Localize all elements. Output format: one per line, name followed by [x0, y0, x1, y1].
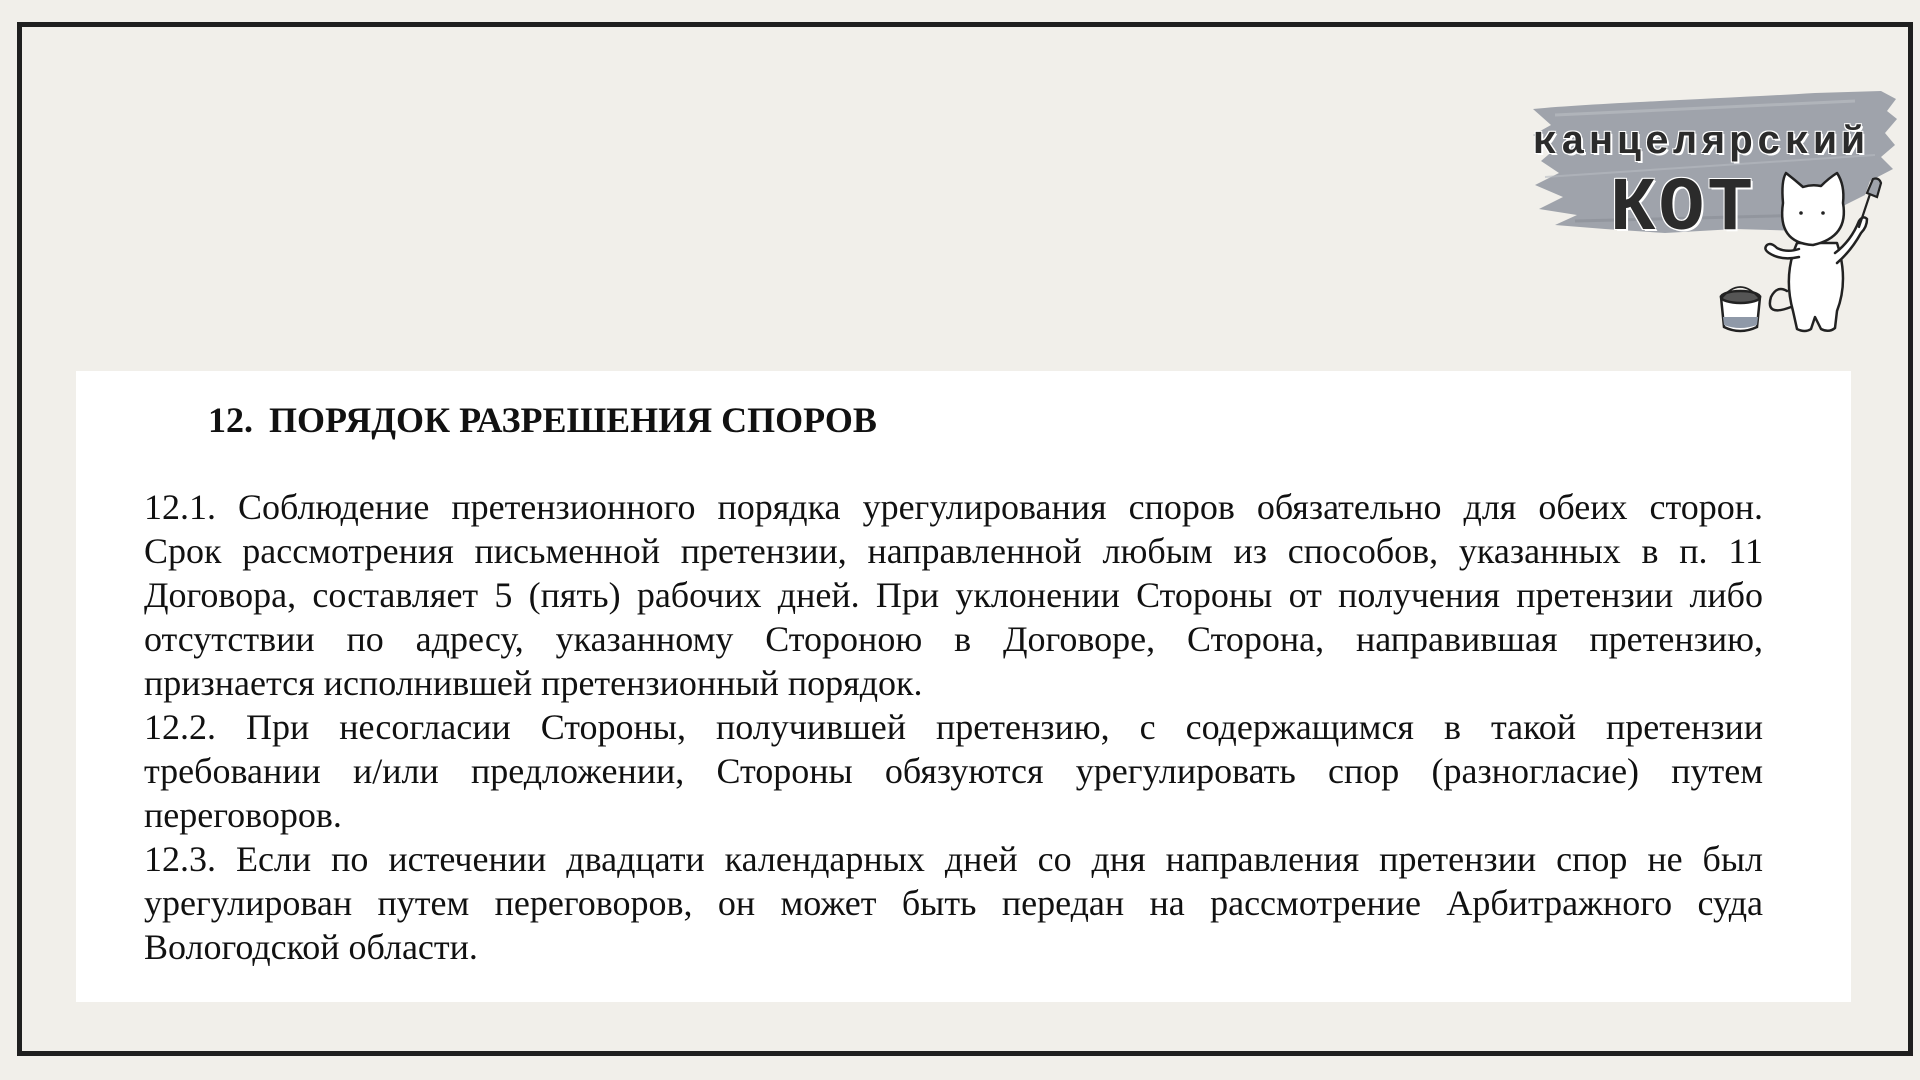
text-line: отсутствии по адресу, указанному Стороною в Договоре, Сторона, направившая претензию, — [144, 619, 1763, 659]
text-line: признается исполнившей претензионный порядок. — [144, 663, 923, 703]
section-body — [144, 485, 1763, 969]
logo-wordmark-top: канцелярский — [1533, 121, 1870, 166]
section-heading — [208, 398, 877, 442]
paint-bucket-icon — [1721, 287, 1760, 331]
text-line: Срок рассмотрения письменной претензии, направленной любым из способов, указанных в п. 11 — [144, 531, 1763, 571]
clause-12-1 — [144, 485, 1763, 705]
brand-logo — [1515, 85, 1905, 340]
text-line: Вологодской области. — [144, 927, 478, 967]
clause-12-2 — [144, 705, 1763, 837]
text-line: урегулирован путем переговоров, он может быть передан на рассмотрение Арбитражного суда — [144, 883, 1763, 923]
text-line: 12.2. При несогласии Стороны, получившей претензию, с содержащимся в такой претензии — [144, 707, 1763, 747]
text-line: 12.1. Соблюдение претензионного порядка урегулирования споров обязательно для обеих сторон. — [144, 487, 1763, 527]
clause-12-3 — [144, 837, 1763, 969]
section-number: 12. — [208, 400, 253, 440]
text-line: переговоров. — [144, 795, 342, 835]
text-line: Договора, составляет 5 (пять) рабочих дней. При уклонении Стороны от получения претензии либо — [144, 575, 1763, 615]
document-panel — [76, 371, 1851, 1002]
text-line: 12.3. Если по истечении двадцати календарных дней со дня направления претензии спор не был — [144, 839, 1763, 879]
logo-wordmark-bottom: КОТ — [1610, 166, 1756, 252]
text-line: требовании и/или предложении, Стороны обязуются урегулировать спор (разногласие) путем — [144, 751, 1763, 791]
section-title: ПОРЯДОК РАЗРЕШЕНИЯ СПОРОВ — [269, 400, 877, 440]
